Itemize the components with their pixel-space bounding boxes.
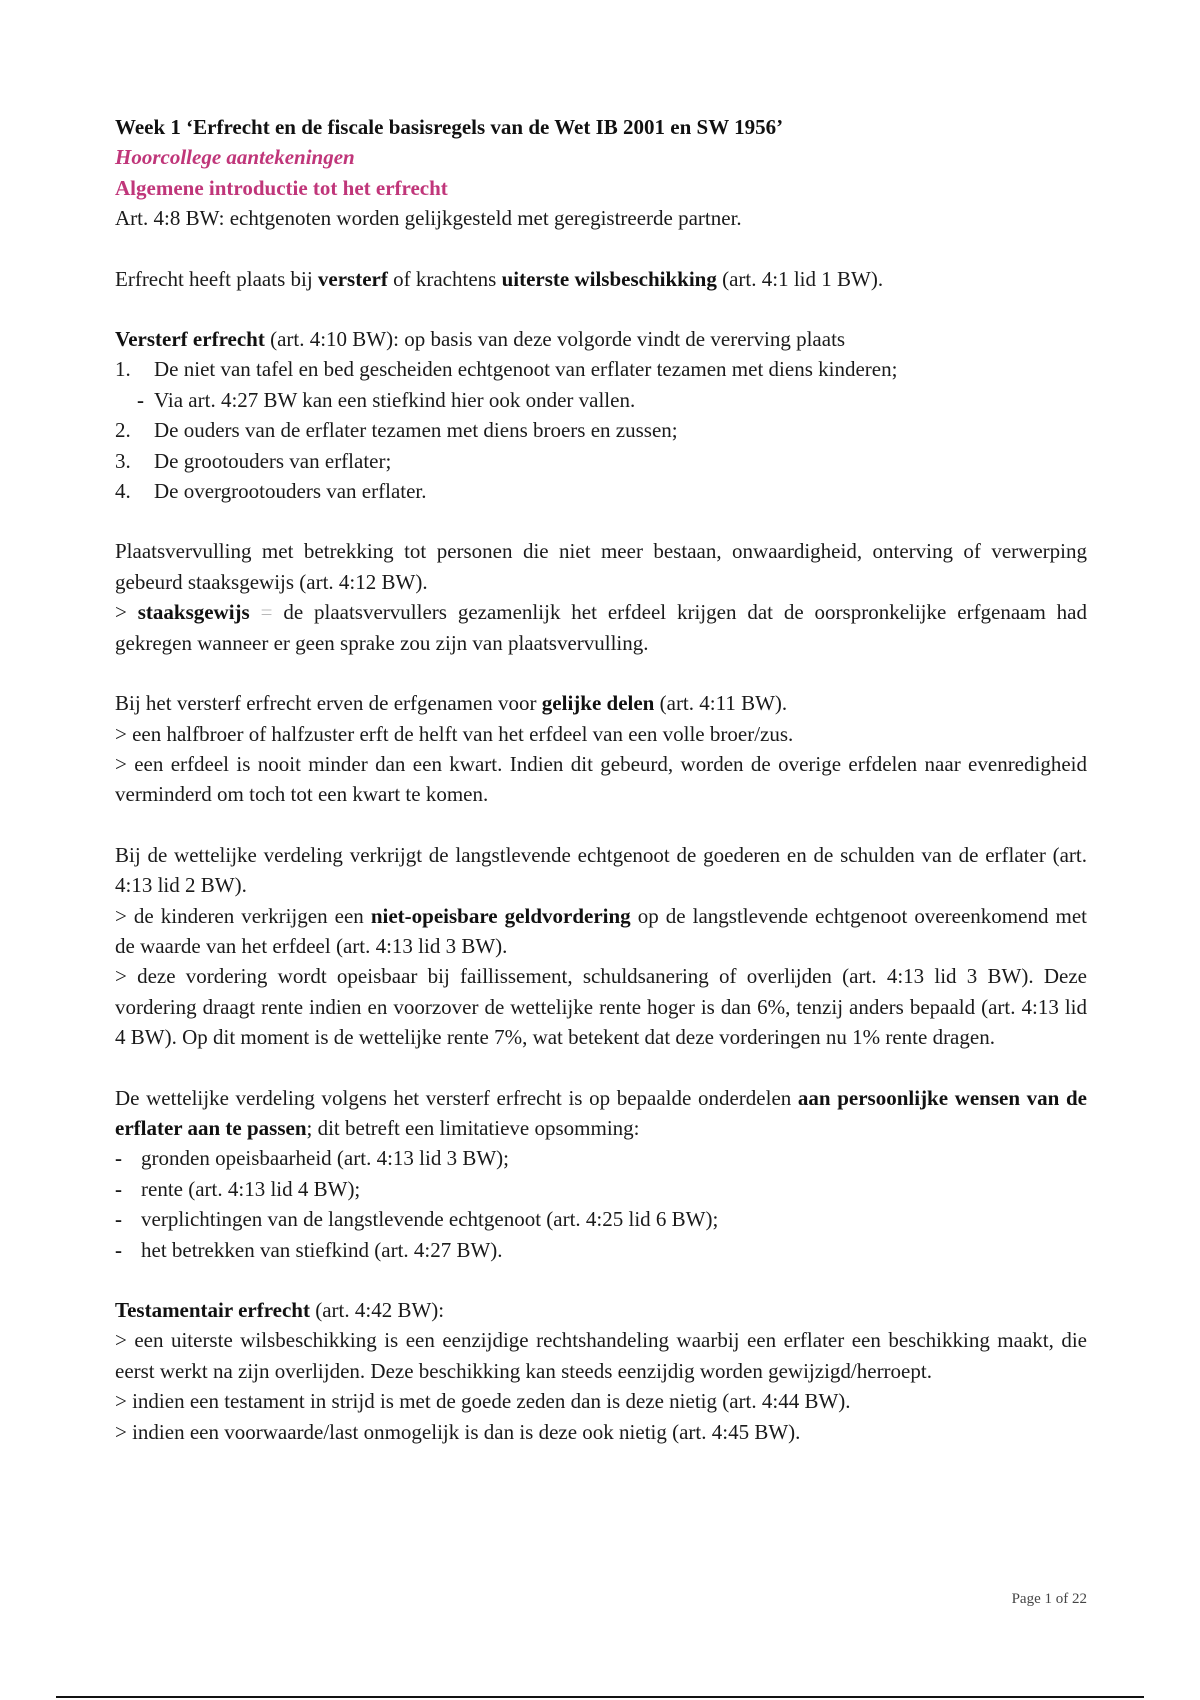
term-versterf: versterf bbox=[317, 266, 388, 291]
section-versterf-erfrecht bbox=[115, 324, 1087, 506]
versterf-order-list bbox=[115, 354, 1087, 506]
list-item: - verplichtingen van de langstlevende echtgenoot (art. 4:25 lid 6 BW); bbox=[115, 1207, 719, 1232]
section-subtitle: Algemene introductie tot het erfrecht bbox=[115, 175, 448, 200]
paragraph-wilsbeschikking: > een uiterste wilsbeschikking is een eenzijdige rechtshandeling waarbij een erflater een beschikking maakt, die eerst werkt na zijn overlijden. Deze beschikking kan steeds eenzijdig worden gewijzigd/herroept. bbox=[115, 1328, 1087, 1383]
term-persoonlijke-wensen: aan persoonlijke wensen van de erflater aan te passen bbox=[115, 1085, 1087, 1140]
paragraph-plaatsvervulling: Plaatsvervulling met betrekking tot personen die niet meer bestaan, onwaardigheid, onterving of verwerping gebeurd staaksgewijs (art. 4:12 BW). bbox=[115, 539, 1087, 594]
paragraph-halfbroer: > een halfbroer of halfzuster erft de helft van het erfdeel van een volle broer/zus. bbox=[115, 721, 794, 746]
section-subtitle-italic: Hoorcollege aantekeningen bbox=[115, 145, 355, 170]
term-gelijke-delen: gelijke delen bbox=[541, 691, 655, 716]
list-subitem: - Via art. 4:27 BW kan een stiefkind hier ook onder vallen. bbox=[137, 387, 636, 412]
list-item: 4. De overgrootouders van erflater. bbox=[115, 479, 427, 504]
paragraph-kwart: > een erfdeel is nooit minder dan een kwart. Indien dit gebeurd, worden de overige erfdelen naar evenredigheid verminderd om toch tot een kwart te komen. bbox=[115, 751, 1087, 807]
paragraph-erfrecht-plaats: Erfrecht heeft plaats bij versterf of krachtens uiterste wilsbeschikking (art. 4:1 lid 1 BW). bbox=[115, 266, 884, 291]
paragraph-opeisbaar: > deze vordering wordt opeisbaar bij faillissement, schuldsanering of overlijden (art. 4:13 lid 3 BW). Deze vordering draagt rente indien en voorzover de wettelijke rente hoger is dan 6%, tenzij anders bepaald (art. 4:13 lid 4 BW). Op dit moment is de wettelijke rente 7%, wat betekent dat deze vorderingen nu 1% rente dragen. bbox=[115, 964, 1087, 1050]
paragraph-goede-zeden: > indien een testament in strijd is met de goede zeden dan is deze nietig (art. 4:44 BW). bbox=[115, 1389, 851, 1414]
section-testamentair-erfrecht bbox=[115, 1295, 1087, 1447]
list-item: - het betrekken van stiefkind (art. 4:27 BW). bbox=[115, 1237, 503, 1262]
page-number: Page 1 of 22 bbox=[1011, 1591, 1087, 1607]
page-title: Week 1 ‘Erfrecht en de fiscale basisregels van de Wet IB 2001 en SW 1956’ bbox=[115, 115, 784, 139]
limitative-list bbox=[115, 1143, 1087, 1265]
versterf-heading: Versterf erfrecht (art. 4:10 BW): op basis van deze volgorde vindt de vererving plaats bbox=[115, 327, 846, 352]
section-plaatsvervulling bbox=[115, 536, 1087, 658]
list-item: 2. De ouders van de erflater tezamen met diens broers en zussen; bbox=[115, 418, 678, 443]
term-staaksgewijs: staaksgewijs bbox=[137, 600, 250, 625]
paragraph-art48: Art. 4:8 BW: echtgenoten worden gelijkgesteld met geregistreerde partner. bbox=[115, 206, 742, 231]
section-aanpassen bbox=[115, 1083, 1087, 1265]
paragraph-voorwaarde: > indien een voorwaarde/last onmogelijk is dan is deze ook nietig (art. 4:45 BW). bbox=[115, 1419, 801, 1444]
testamentair-heading: Testamentair erfrecht (art. 4:42 BW): bbox=[115, 1298, 445, 1322]
list-item: 1. De niet van tafel en bed gescheiden echtgenoot van erflater tezamen met diens kinderen; bbox=[115, 357, 898, 382]
paragraph-aanpassen: De wettelijke verdeling volgens het versterf erfrecht is op bepaalde onderdelen aan persoonlijke wensen van de erflater aan te passen; dit betreft een limitatieve opsomming: bbox=[115, 1085, 1087, 1140]
list-item: - gronden opeisbaarheid (art. 4:13 lid 3 BW); bbox=[115, 1146, 509, 1171]
paragraph-gelijke-delen: Bij het versterf erfrecht erven de erfgenamen voor gelijke delen (art. 4:11 BW). bbox=[115, 691, 788, 716]
paragraph-geldvordering: > de kinderen verkrijgen een niet-opeisbare geldvordering op de langstlevende echtgenoot overeenkomend met de waarde van het erfdeel (art. 4:13 lid 3 BW). bbox=[115, 903, 1087, 958]
section-wettelijke-verdeling bbox=[115, 840, 1087, 1053]
paragraph-staaksgewijs: > staaksgewijs = de plaatsvervullers gezamenlijk het erfdeel krijgen dat de oorspronkelijke erfgenaam had gekregen wanneer er geen sprake zou zijn van plaatsvervulling. bbox=[115, 600, 1087, 655]
section-gelijke-delen bbox=[115, 688, 1087, 810]
list-item: 3. De grootouders van erflater; bbox=[115, 448, 392, 473]
term-uiterste-wilsbeschikking: uiterste wilsbeschikking bbox=[501, 266, 717, 291]
paragraph-wettelijke-verdeling: Bij de wettelijke verdeling verkrijgt de langstlevende echtgenoot de goederen en de schulden van de erflater (art. 4:13 lid 2 BW). bbox=[115, 842, 1087, 898]
list-item: - rente (art. 4:13 lid 4 BW); bbox=[115, 1176, 361, 1201]
bottom-divider bbox=[56, 1696, 1144, 1698]
term-geldvordering: niet-opeisbare geldvordering bbox=[370, 903, 631, 928]
document-page bbox=[115, 112, 1087, 1447]
